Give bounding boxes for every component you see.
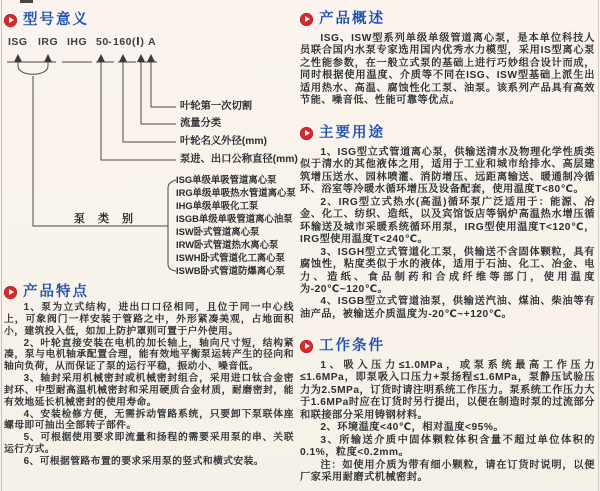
- paragraph: 4、安装检修方便，无需拆动管路系统，只要卸下泵联体座螺母即可抽出全部转子部件。: [4, 408, 294, 432]
- pump-type-item: ISWH卧式管道化工离心泵: [176, 252, 285, 263]
- diagram-label: 泵进、出口公称直径(mm): [180, 154, 298, 165]
- model-token: (Ⅰ): [132, 36, 145, 48]
- play-circle-icon: [300, 13, 313, 26]
- paragraph: 2、IRG型立式热水(高温)循环泵广泛适用于：能源、冶金、化工、纺织、造纸，以及宾馆饭店等锅炉高温热水增压循环输送及城市采暖系统循环用泵，IRG型使用温度T<120℃，IRG型使用温度T<240℃。: [300, 196, 595, 246]
- paragraph: 4、ISGB型立式管道油泵，供输送汽油、煤油、柴油等有油产品，被输送介质温度为-20℃~+120℃。: [300, 296, 595, 320]
- paragraph: 5、可根据使用要求即流量和扬程的需要采用泵的串、关联运行方式。: [4, 432, 294, 456]
- paragraph: 1、泵为立式结构，进出口口径相同，且位于同一中心线上，可象阀门一样安装于管路之中，外形紧凑美观，占地面积小，建筑投入低，如加上防护罩则可置于户外使用。: [4, 302, 294, 337]
- paragraph: ISG、ISW型系列单级单级管道离心泵，是本单位科技人员联合国内水泵专家选用国内优秀水力模型，采用IS型离心泵之性能参数，在一般立式泵的基础上进行巧妙组合设计而成，同时根据使用温度、介质等不同在ISG、ISW型基础上派生出适用热水、高温、腐蚀性化工泵、油泵。该系列产品具有高效节能、噪音低、性能可靠等优点。: [300, 33, 595, 107]
- paragraph: 2、环境温度<40℃，相对温度<95%。: [320, 422, 505, 434]
- section-title: 产品特点: [23, 284, 89, 300]
- model-token: ISG: [8, 36, 28, 48]
- model-token: A: [148, 36, 157, 48]
- diagram-connectors: [7, 62, 176, 271]
- usage-text: [300, 147, 595, 321]
- pump-type-item: IRG单级单吸热水管道离心泵: [176, 187, 296, 198]
- pump-type-item: ISWB卧式管道防爆离心泵: [176, 265, 285, 276]
- overview-text: [300, 33, 595, 108]
- section-title: 工作条件: [319, 338, 385, 354]
- section-header-overview: [300, 10, 385, 28]
- features-text: [4, 302, 294, 468]
- pump-type-item: ISGB单级单吸管道离心油泵: [176, 213, 293, 224]
- model-token: 160: [113, 36, 133, 48]
- play-circle-icon: [300, 127, 313, 140]
- paragraph: 2、叶轮直接安装在电机的加长轴上，轴向尺寸短，结构紧凑，泵与电机轴承配置合理，能有效地平衡泵运转产生的径向和轴向负荷，从而保证了泵的运行平稳，振动小、噪音低。: [4, 337, 294, 373]
- section-header-usage: [300, 124, 385, 142]
- paragraph: 3、轴封采用机械密封或机械密封组合，采用进口钛合金密封环、中型耐高温机械密封和采用硬质合金材质，耐磨密封，能有效地延长机械密封的使用寿命。: [4, 373, 294, 408]
- paragraph: 3、所输送介质中固体颗粒体积含量不超过单位体积的0.1%，粒度<0.2mm。: [300, 434, 595, 459]
- diagram-label: 叶轮第一次切割: [180, 101, 253, 112]
- up-arrow-icons: [14, 54, 155, 62]
- paragraph: 6、可根据管路布置的要求采用泵的竖式和横式安装。: [23, 455, 264, 467]
- pump-type-item: IRW卧式管道热水离心泵: [176, 239, 279, 250]
- section-header-conditions: [300, 337, 385, 355]
- paragraph: 3、ISGH型立式管道化工泵，供输送不含固体颗粒，具有腐蚀性，粘度类似于水的液体，适用于石油、化工、冶金、电力、造纸、食品制药和合成纤维等部门，使用温度为-20℃~120℃。: [300, 246, 595, 295]
- model-token: 50: [96, 36, 109, 48]
- model-token: IRG: [38, 36, 59, 48]
- section-title: 主要用途: [319, 125, 385, 141]
- paragraph: 1、ISG型立式管道离心泵，供输送清水及物理化学性质类似于清水的其他液体之用，适用于工业和城市给排水、高层建筑增压送水、园林喷灌、消防增压、远距离输送、暖通制冷循环、浴室等冷暖水循环增压及设备配套，使用温度T<80℃。: [300, 147, 595, 196]
- section-header-model-meaning: [4, 11, 89, 29]
- section-title: 产品概述: [319, 11, 385, 27]
- scan-edge-left: [1, 0, 2, 491]
- note-paragraph: 注：如使用介质为带有细小颗粒，请在订货时说明，以便厂家采用耐磨式机械密封。: [300, 459, 595, 484]
- pump-category-label: 泵 类 别: [74, 213, 134, 225]
- play-circle-icon: [300, 340, 313, 353]
- pump-type-item: IHG单级单吸化工泵: [176, 200, 259, 211]
- model-diagram: [4, 36, 296, 282]
- scan-artifact: [20, 0, 33, 3]
- section-title: 型号意义: [23, 12, 89, 28]
- paragraph: 1、吸入压力≤1.0MPa，或泵系统最高工作压力≤1.6MPa，即泵吸入口压力+泵扬程≤1.6MPa，泵静压试验压力为2.5MPa，订货时请注明系统工作压力。泵系统工作压力大于1.6MPa时应在订货时另行提出，以便在制造时泵的过流部分和联接部分采用铸钢材料。: [300, 360, 595, 421]
- scan-edge-right: [598, 0, 599, 491]
- diagram-label: 流量分类: [180, 118, 222, 129]
- section-header-features: [4, 283, 89, 301]
- pump-type-item: ISG单级单吸管道离心泵: [176, 174, 277, 185]
- conditions-text: [300, 360, 595, 485]
- play-circle-icon: [4, 14, 17, 27]
- play-circle-icon: [4, 286, 17, 299]
- diagram-label: 叶轮名义外径(mm): [180, 136, 267, 147]
- model-token: IHG: [67, 36, 88, 48]
- model-token: -: [108, 36, 112, 48]
- pump-type-item: ISW卧式管道离心泵: [176, 226, 260, 237]
